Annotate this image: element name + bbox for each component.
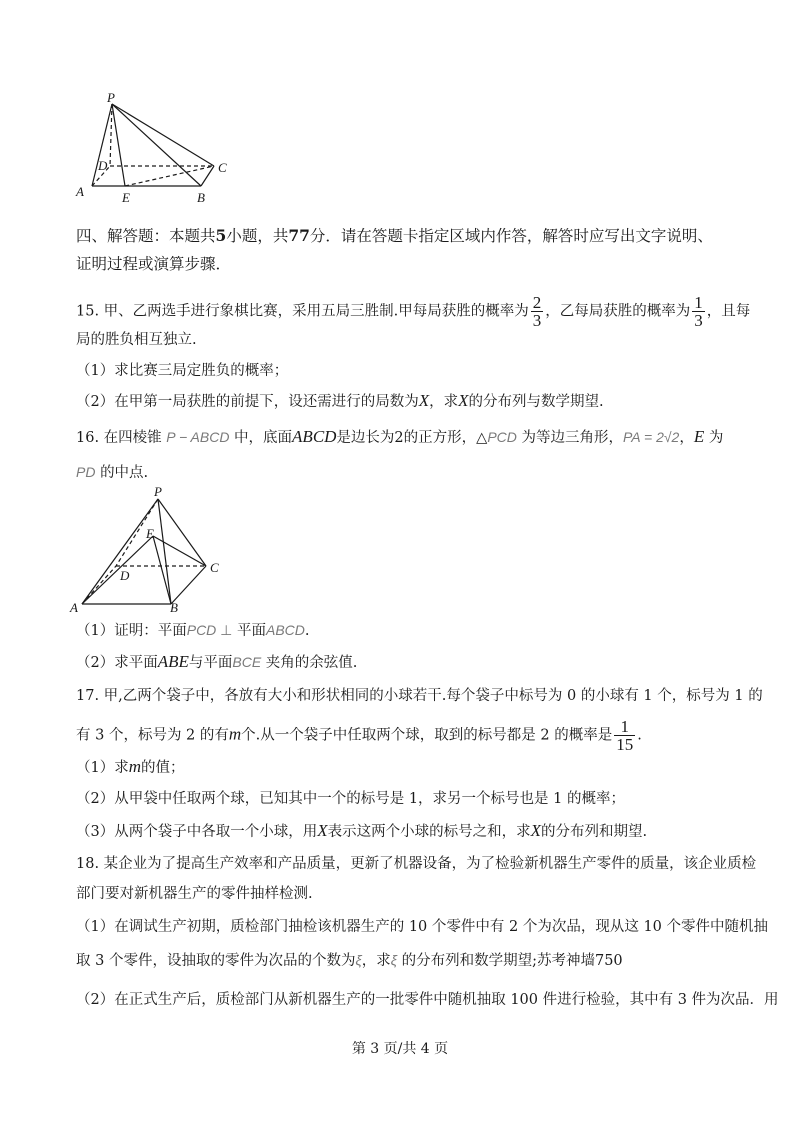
section-heading-line2: 证明过程或演算步骤．: [76, 255, 232, 273]
q18-line2: 部门要对新机器生产的零件抽样检测.: [76, 886, 313, 902]
q17-part1: （1）求m的值；: [76, 757, 185, 776]
q18-part1: （1）在调试生产初期，质检部门抽检该机器生产的 10 个零件中有 2 个为次品，现从这 10 个零件中随机抽: [76, 919, 769, 935]
q18-part2: （2）在正式生产后，质检部门从新机器生产的一批零件中随机抽取 100 件进行检验，其中有 3 件为次品．用: [76, 992, 779, 1008]
label-D: D: [120, 568, 130, 583]
q17-part3: （3）从两个袋子中各取一个小球，用X表示这两个小球的标号之和，求X的分布列和期望.: [76, 821, 648, 840]
label-P: P: [154, 484, 162, 499]
q15-part2: （2）在甲第一局获胜的前提下，设还需进行的局数为X，求X的分布列与数学期望.: [76, 391, 604, 410]
label-E: E: [122, 190, 130, 205]
figure-pyramid-1: [70, 92, 240, 210]
q16-line2: PD 的中点.: [76, 464, 149, 481]
label-A: A: [76, 184, 84, 199]
q16-part1: （1）证明：平面PCD ⊥ 平面ABCD.: [76, 622, 310, 639]
q17-line2: 有 3 个，标号为 2 的有m个.从一个袋子中任取两个球，取到的标号都是 2 的概率是 $\frac{1}{15}$ .: [76, 717, 642, 754]
figure-pyramid-2: [68, 484, 228, 614]
q16-part2: （2）求平面ABE与平面BCE 夹角的余弦值.: [76, 652, 358, 671]
q17-part2: （2）从甲袋中任取两个球，已知其中一个的标号是 1，求另一个标号也是 1 的概率；: [76, 791, 626, 807]
label-C: C: [210, 560, 219, 575]
q18-part1-cont: 取 3 个零件，设抽取的零件为次品的个数为ξ，求ξ 的分布列和数学期望;苏考神墙750: [76, 952, 623, 969]
q15-line2: 局的胜负相互独立.: [76, 332, 197, 348]
q17-line1: 17. 甲,乙两个袋子中，各放有大小和形状相同的小球若干.每个袋子中标号为 0 的小球有 1 个，标号为 1 的: [76, 688, 763, 704]
label-D: D: [98, 158, 108, 173]
fraction-1-15: $\frac{1}{15}$: [616, 717, 634, 754]
fraction-2-3: $\frac{2}{3}$: [532, 293, 542, 330]
q15-line1: 15. 甲、乙两选手进行象棋比赛，采用五局三胜制.甲每局获胜的概率为 $\frac{2}{3}$ ，乙每局获胜的概率为 $\frac{1}{3}$ ，且每: [76, 293, 751, 330]
fraction-1-3: $\frac{1}{3}$: [694, 293, 703, 330]
label-E: E: [146, 526, 154, 541]
label-B: B: [197, 190, 205, 205]
label-A: A: [70, 600, 78, 614]
q16-line1: 16. 在四棱锥 P − ABCD 中，底面ABCD是边长为2的正方形，△PCD 为等边三角形，PA = 2√2，E 为: [76, 427, 724, 446]
page-number: 第 3 页/共 4 页: [351, 1041, 449, 1057]
q15-part1: （1）求比赛三局定胜负的概率；: [76, 363, 289, 379]
section-heading: 四、解答题：本题共5小题，共77分．请在答题卡指定区域内作答，解答时应写出文字说明、: [76, 226, 713, 245]
label-P: P: [107, 92, 115, 105]
label-B: B: [170, 600, 178, 614]
q18-line1: 18. 某企业为了提高生产效率和产品质量，更新了机器设备，为了检验新机器生产零件的质量，该企业质检: [76, 856, 757, 872]
label-C: C: [218, 160, 227, 175]
